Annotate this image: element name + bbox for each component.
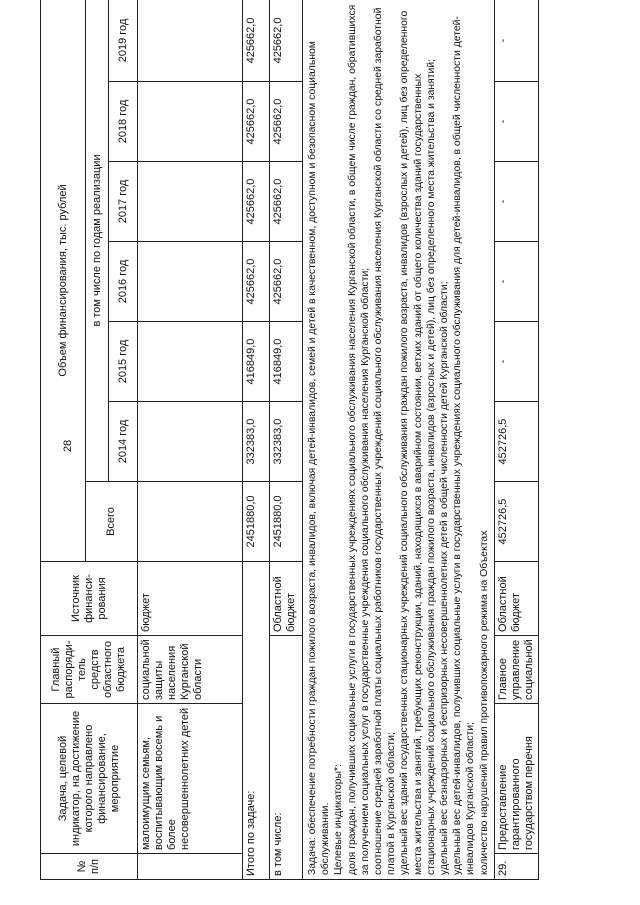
header-year-2014: 2014 год (109, 402, 138, 482)
cell-num (138, 854, 243, 880)
cell-year (138, 0, 243, 82)
incl-2014: 332383,0 (270, 402, 303, 482)
cell-admin: социальной защиты населения Курганской области (138, 636, 243, 704)
row29-2014: 452726,5 (494, 402, 538, 482)
row29-2015: - (494, 322, 538, 402)
incl-2017: 425662,0 (270, 162, 303, 242)
total-2019: 425662,0 (243, 0, 270, 82)
cell-year (138, 162, 243, 242)
row29-2017: - (494, 162, 538, 242)
total-2018: 425662,0 (243, 82, 270, 162)
header-task: Задача, целевой индикатор, на достижение которого направлено финансирование, мероприятие (41, 704, 138, 854)
objective-task: Задача: обеспечение потребности граждан пожилого возраста, инвалидов, включая детей-инвалидов, семей и детей в качественном, доступном и безопасном социальном обслуживании. (307, 41, 332, 875)
incl-label: в том числе: (270, 636, 303, 880)
header-total: Всего (86, 482, 138, 562)
cell-total (138, 482, 243, 562)
table-row-incl (270, 0, 303, 880)
header-year-2017: 2017 год (109, 162, 138, 242)
objective-indicator: соотношение средней заработной платы социальных работников государственных учреждений социального обслуживания населения Курганской области со средней заработной платой в Курганской области; (373, 7, 398, 875)
row29-all: 452726,5 (494, 482, 538, 562)
total-all: 2451880,0 (243, 482, 270, 562)
table-row-total (243, 0, 270, 880)
total-2017: 425662,0 (243, 162, 270, 242)
header-year-2018: 2018 год (109, 82, 138, 162)
header-source: Источник финанси-рования (41, 562, 138, 636)
row29-num: 29. (494, 854, 538, 880)
header-year-2019: 2019 год (109, 0, 138, 82)
cell-year (138, 82, 243, 162)
objective-indicator: доля граждан, получивших социальные услуги в государственных учреждениях социального обслуживания населения Курганской области, в общем числе граждан, обратившихся за получением социальных услуг в государственные учреждения социального обслуживания населения Курганской области; (346, 4, 371, 875)
header-num: № п/п (41, 854, 138, 880)
objective-indicators-title: Целевые индикаторы*: (333, 764, 345, 875)
incl-2019: 425662,0 (270, 0, 303, 82)
incl-all: 2451880,0 (270, 482, 303, 562)
cell-task: малоимущим семьям, воспитывающим восемь и более несовершеннолетних детей (138, 704, 243, 854)
rotated-table-sheet (40, 0, 600, 880)
objective-indicator: удельный вес детей-инвалидов, получивших социальные услуги в государственных учреждениях социального обслуживания для детей-инвалидов, в общей численности детей-инвалидов Курганской области; (452, 16, 477, 875)
row29-2019: - (494, 0, 538, 82)
page-number: 28 (62, 439, 75, 453)
objective-indicator: удельный вес зданий государственных стационарных учреждений социального обслуживания граждан пожилого возраста, инвалидов (взрослых и детей), лиц без определенного места жительства и занятий, требующих реконструкции, зданий, находящихся в аварийном состоянии, ветхих зданий от общего количества зданий государственных стационарных учреждений социального обслуживания граждан пожилого возраста, инвалидов (взрослых и детей), лиц без определенного места жительства и занятий; (399, 10, 437, 875)
objective-cell (303, 0, 495, 880)
row29-source: Областной бюджет (494, 562, 538, 636)
row29-2016: - (494, 242, 538, 322)
header-admin: Главный распоряди-тель средств областного бюджета (41, 636, 138, 704)
incl-2018: 425662,0 (270, 82, 303, 162)
total-2015: 416849,0 (243, 322, 270, 402)
total-2016: 425662,0 (243, 242, 270, 322)
table-row-29 (494, 0, 538, 880)
cell-source: бюджет (138, 562, 243, 636)
table-row-objective (303, 0, 495, 880)
incl-2016: 425662,0 (270, 242, 303, 322)
total-2014: 332383,0 (243, 402, 270, 482)
row29-2018: - (494, 82, 538, 162)
header-years-group: в том числе по годам реализации (86, 0, 109, 482)
header-finance: Объем финансирования, тыс. рублей (41, 0, 86, 562)
header-year-2016: 2016 год (109, 242, 138, 322)
financing-table (40, 0, 539, 880)
total-label: Итого по задаче: (243, 562, 270, 880)
cell-year (138, 402, 243, 482)
row29-admin: Главное управление социальной (494, 636, 538, 704)
header-year-2015: 2015 год (109, 322, 138, 402)
incl-source: Областной бюджет (270, 562, 303, 636)
cell-year (138, 242, 243, 322)
objective-indicator: количество нарушений правил противопожарного режима на Объектах (478, 530, 490, 875)
objective-indicator: удельный вес безнадзорных и беспризорных несовершеннолетних детей в общей численности детей Курганской области; (439, 281, 451, 875)
cell-year (138, 322, 243, 402)
table-row (138, 0, 243, 880)
incl-2015: 416849,0 (270, 322, 303, 402)
row29-task: Предоставление гарантированного государством перечня (494, 704, 538, 854)
